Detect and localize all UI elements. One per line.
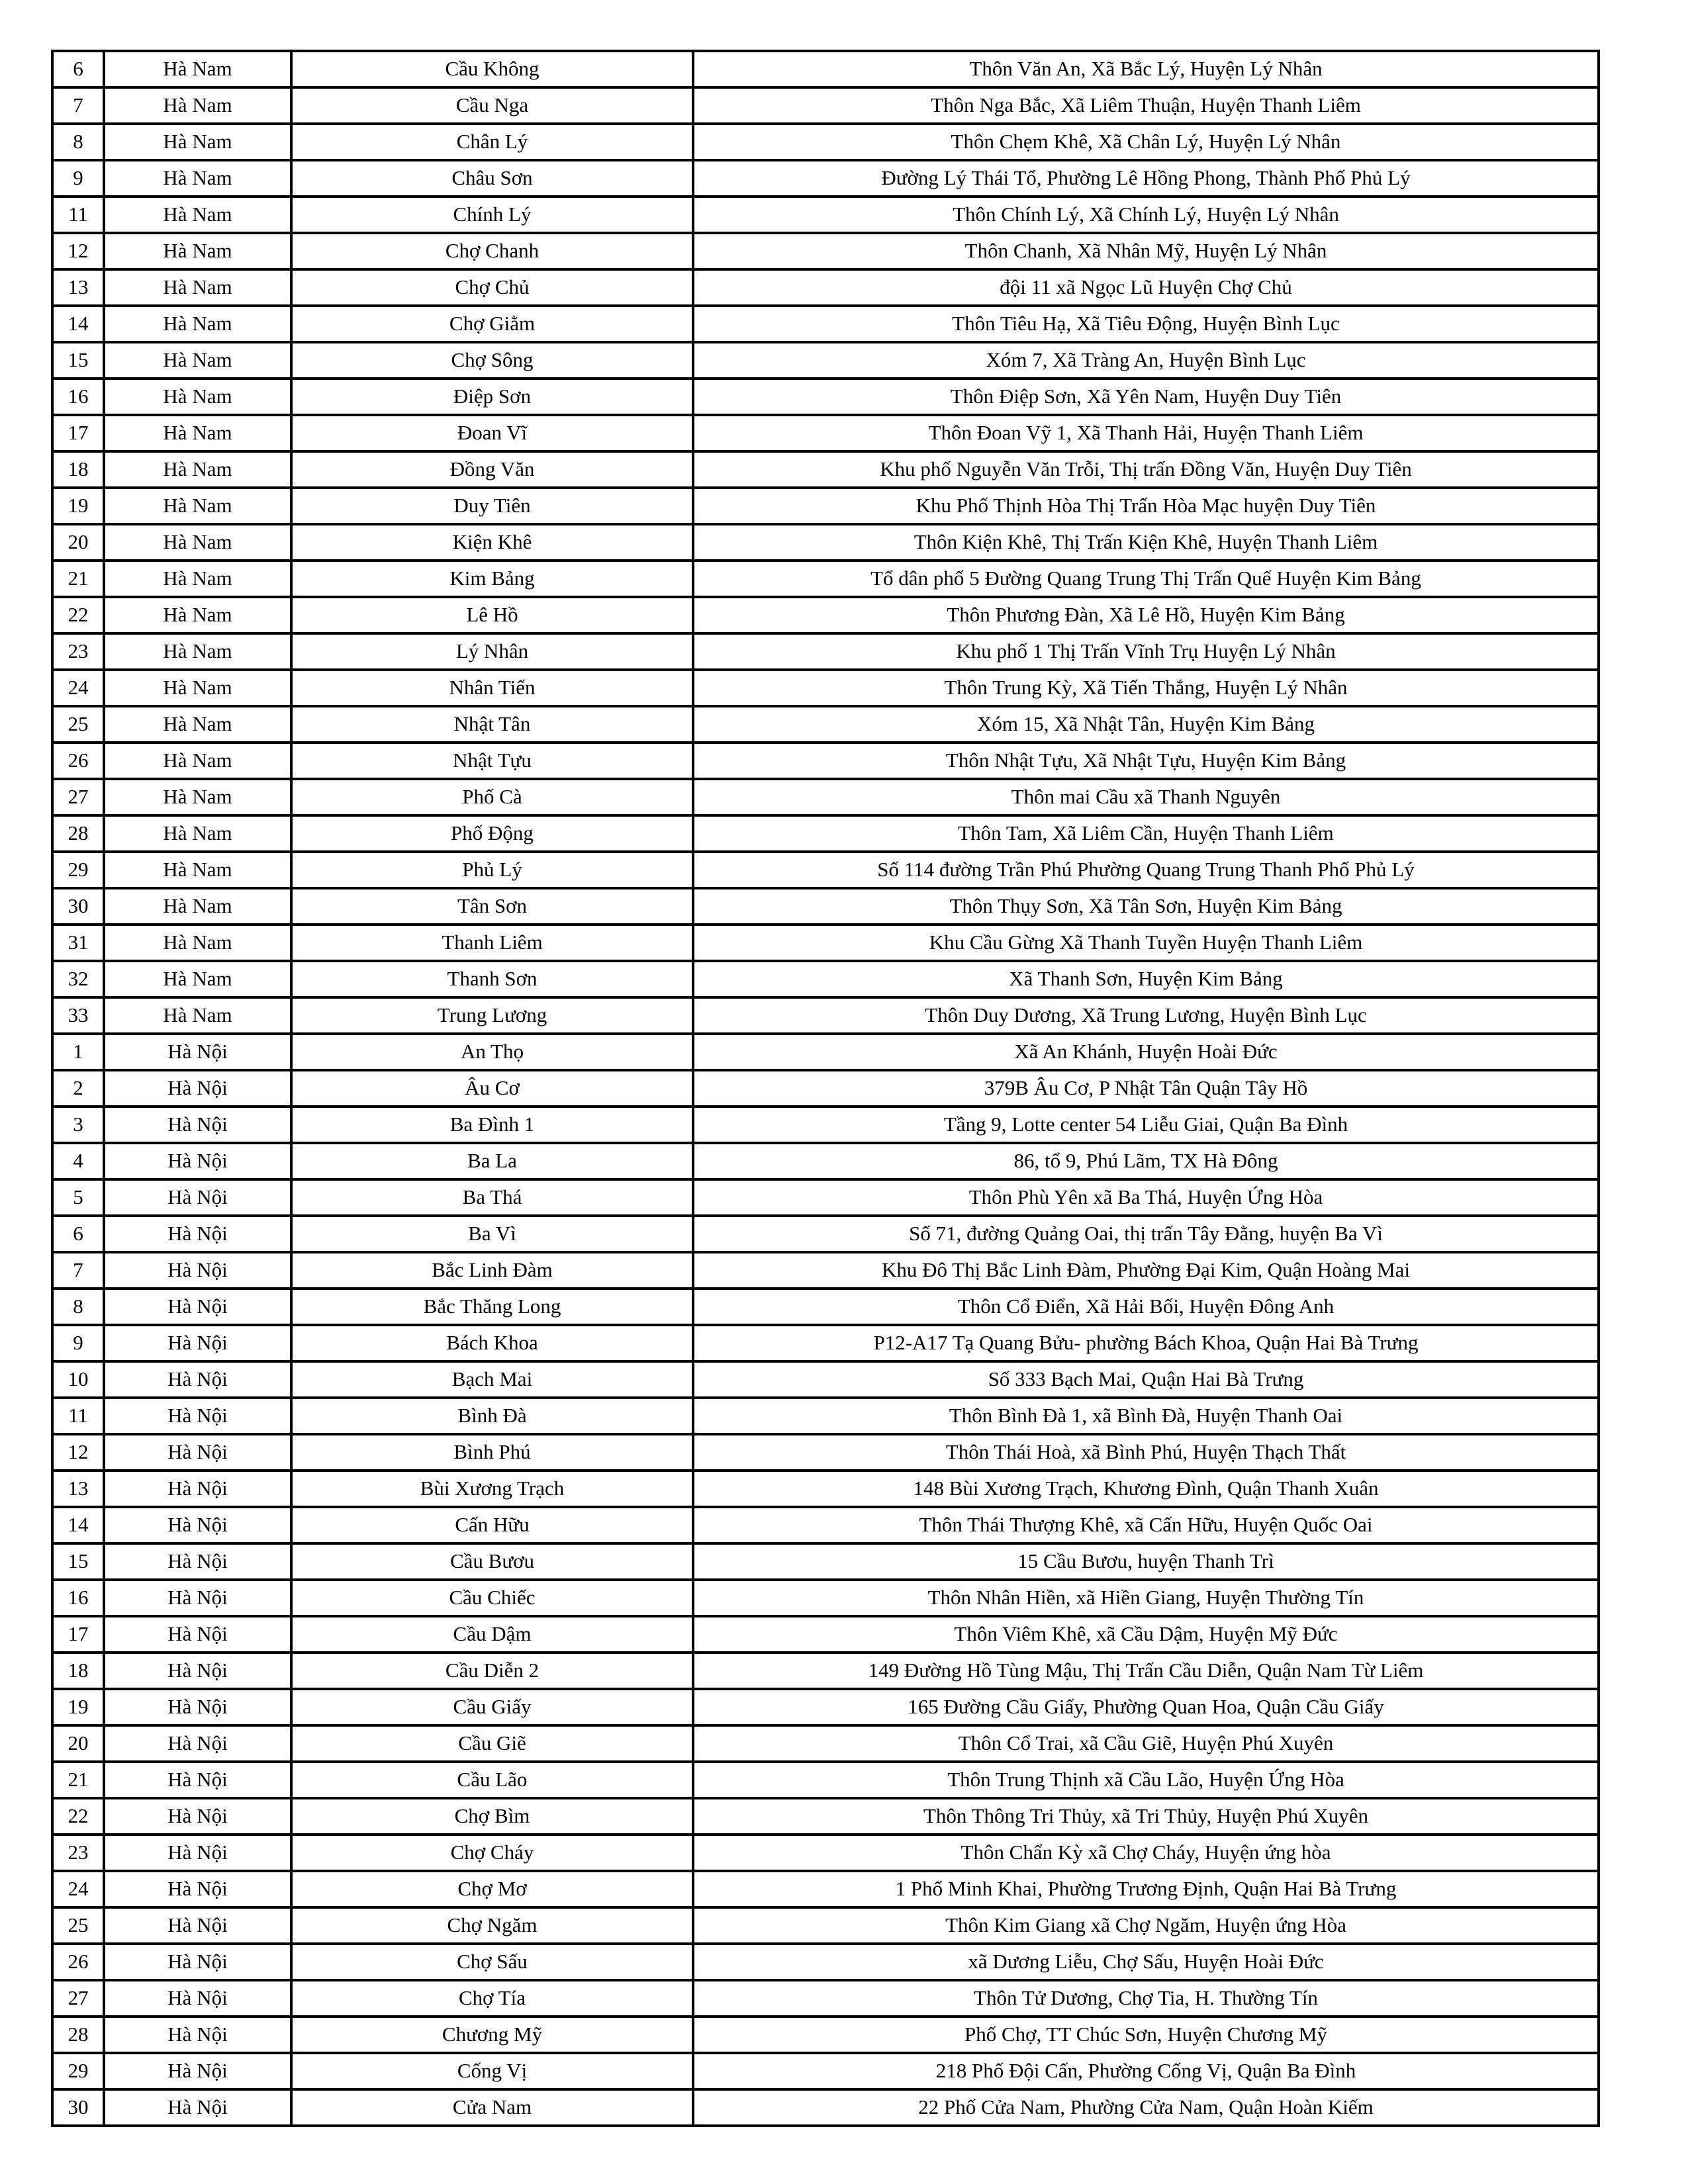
address-cell: Thôn Duy Dương, Xã Trung Lương, Huyện Bình Lục — [693, 997, 1599, 1034]
table-row — [52, 2017, 1599, 2053]
location-name-cell: Ba Thá — [291, 1179, 693, 1216]
address-cell: Thôn Kim Giang xã Chợ Ngăm, Huyện ứng Hòa — [693, 1907, 1599, 1944]
location-name-cell: Cầu Bươu — [291, 1543, 693, 1580]
province-cell: Hà Nam — [104, 888, 291, 925]
province-cell: Hà Nam — [104, 306, 291, 342]
row-number-cell: 24 — [52, 670, 104, 706]
province-cell: Hà Nội — [104, 1871, 291, 1907]
row-number-cell: 17 — [52, 1616, 104, 1653]
location-name-cell: Đoan Vĩ — [291, 415, 693, 451]
row-number-cell: 15 — [52, 342, 104, 379]
table-row — [52, 706, 1599, 743]
province-cell: Hà Nội — [104, 1798, 291, 1835]
row-number-cell: 3 — [52, 1107, 104, 1143]
row-number-cell: 33 — [52, 997, 104, 1034]
province-cell: Hà Nội — [104, 2053, 291, 2089]
table-row — [52, 415, 1599, 451]
province-cell: Hà Nam — [104, 670, 291, 706]
row-number-cell: 20 — [52, 1725, 104, 1762]
province-cell: Hà Nam — [104, 51, 291, 87]
address-cell: Khu phố 1 Thị Trấn Vĩnh Trụ Huyện Lý Nhân — [693, 633, 1599, 670]
province-cell: Hà Nội — [104, 1835, 291, 1871]
address-cell: 86, tổ 9, Phú Lãm, TX Hà Đông — [693, 1143, 1599, 1179]
table-row — [52, 1653, 1599, 1689]
row-number-cell: 21 — [52, 561, 104, 597]
location-name-cell: Chương Mỹ — [291, 2017, 693, 2053]
province-cell: Hà Nam — [104, 451, 291, 488]
location-name-cell: Chợ Mơ — [291, 1871, 693, 1907]
location-name-cell: Cống Vị — [291, 2053, 693, 2089]
table-row — [52, 269, 1599, 306]
province-cell: Hà Nội — [104, 1762, 291, 1798]
table-row — [52, 779, 1599, 815]
province-cell: Hà Nam — [104, 488, 291, 524]
location-name-cell: Nhật Tân — [291, 706, 693, 743]
location-name-cell: Ba La — [291, 1143, 693, 1179]
location-name-cell: Âu Cơ — [291, 1070, 693, 1107]
province-cell: Hà Nam — [104, 342, 291, 379]
table-row — [52, 1361, 1599, 1398]
row-number-cell: 18 — [52, 1653, 104, 1689]
row-number-cell: 26 — [52, 743, 104, 779]
address-cell: Thôn Phù Yên xã Ba Thá, Huyện Ứng Hòa — [693, 1179, 1599, 1216]
table-row — [52, 1070, 1599, 1107]
row-number-cell: 29 — [52, 2053, 104, 2089]
row-number-cell: 8 — [52, 124, 104, 160]
table-row — [52, 1289, 1599, 1325]
location-name-cell: Lê Hồ — [291, 597, 693, 633]
location-name-cell: Nhân Tiến — [291, 670, 693, 706]
location-name-cell: Chợ Cháy — [291, 1835, 693, 1871]
province-cell: Hà Nội — [104, 1471, 291, 1507]
table-row — [52, 1398, 1599, 1434]
location-name-cell: Chợ Chủ — [291, 269, 693, 306]
location-name-cell: Bạch Mai — [291, 1361, 693, 1398]
address-cell: Thôn Chính Lý, Xã Chính Lý, Huyện Lý Nhân — [693, 197, 1599, 233]
address-cell: Thôn Đoan Vỹ 1, Xã Thanh Hải, Huyện Thanh Liêm — [693, 415, 1599, 451]
row-number-cell: 9 — [52, 160, 104, 197]
row-number-cell: 22 — [52, 1798, 104, 1835]
location-name-cell: Chân Lý — [291, 124, 693, 160]
address-cell: đội 11 xã Ngọc Lũ Huyện Chợ Chủ — [693, 269, 1599, 306]
location-name-cell: Tân Sơn — [291, 888, 693, 925]
row-number-cell: 2 — [52, 1070, 104, 1107]
row-number-cell: 8 — [52, 1289, 104, 1325]
row-number-cell: 14 — [52, 1507, 104, 1543]
province-cell: Hà Nam — [104, 524, 291, 561]
province-cell: Hà Nam — [104, 743, 291, 779]
table-row — [52, 1543, 1599, 1580]
location-name-cell: Cấn Hữu — [291, 1507, 693, 1543]
address-cell: Thôn mai Cầu xã Thanh Nguyên — [693, 779, 1599, 815]
province-cell: Hà Nội — [104, 1107, 291, 1143]
location-name-cell: Điệp Sơn — [291, 379, 693, 415]
table-row — [52, 1907, 1599, 1944]
address-cell: Thôn Phương Đàn, Xã Lê Hồ, Huyện Kim Bảng — [693, 597, 1599, 633]
location-name-cell: Bình Phú — [291, 1434, 693, 1471]
table-row — [52, 1980, 1599, 2017]
table-row — [52, 197, 1599, 233]
location-name-cell: Chợ Sông — [291, 342, 693, 379]
row-number-cell: 19 — [52, 1689, 104, 1725]
row-number-cell: 27 — [52, 779, 104, 815]
table-row — [52, 524, 1599, 561]
province-cell: Hà Nội — [104, 1325, 291, 1361]
row-number-cell: 9 — [52, 1325, 104, 1361]
address-cell: Thôn Nhật Tựu, Xã Nhật Tựu, Huyện Kim Bảng — [693, 743, 1599, 779]
address-cell: Thôn Chanh, Xã Nhân Mỹ, Huyện Lý Nhân — [693, 233, 1599, 269]
row-number-cell: 5 — [52, 1179, 104, 1216]
location-name-cell: Bách Khoa — [291, 1325, 693, 1361]
address-cell: P12-A17 Tạ Quang Bửu- phường Bách Khoa, Quận Hai Bà Trưng — [693, 1325, 1599, 1361]
table-row — [52, 597, 1599, 633]
table-row — [52, 1252, 1599, 1289]
location-name-cell: Chợ Bìm — [291, 1798, 693, 1835]
row-number-cell: 25 — [52, 706, 104, 743]
address-cell: Thôn Chẩn Kỳ xã Chợ Cháy, Huyện ứng hòa — [693, 1835, 1599, 1871]
address-cell: 22 Phố Cửa Nam, Phường Cửa Nam, Quận Hoàn Kiếm — [693, 2089, 1599, 2126]
row-number-cell: 1 — [52, 1034, 104, 1070]
row-number-cell: 6 — [52, 1216, 104, 1252]
location-name-cell: Thanh Liêm — [291, 925, 693, 961]
province-cell: Hà Nội — [104, 1070, 291, 1107]
province-cell: Hà Nội — [104, 2017, 291, 2053]
location-name-cell: Cầu Giẽ — [291, 1725, 693, 1762]
table-row — [52, 1179, 1599, 1216]
location-name-cell: Lý Nhân — [291, 633, 693, 670]
row-number-cell: 30 — [52, 2089, 104, 2126]
address-cell: 148 Bùi Xương Trạch, Khương Đình, Quận Thanh Xuân — [693, 1471, 1599, 1507]
location-name-cell: Cầu Dậm — [291, 1616, 693, 1653]
location-name-cell: Cầu Lão — [291, 1762, 693, 1798]
row-number-cell: 28 — [52, 815, 104, 852]
row-number-cell: 14 — [52, 306, 104, 342]
table-row — [52, 815, 1599, 852]
row-number-cell: 16 — [52, 379, 104, 415]
table-row — [52, 1507, 1599, 1543]
table-row — [52, 306, 1599, 342]
address-cell: Phố Chợ, TT Chúc Sơn, Huyện Chương Mỹ — [693, 2017, 1599, 2053]
table-row — [52, 1216, 1599, 1252]
address-cell: 149 Đường Hồ Tùng Mậu, Thị Trấn Cầu Diễn, Quận Nam Từ Liêm — [693, 1653, 1599, 1689]
table-row — [52, 124, 1599, 160]
table-row — [52, 670, 1599, 706]
locations-table-body — [52, 51, 1599, 2126]
address-cell: Xóm 7, Xã Tràng An, Huyện Bình Lục — [693, 342, 1599, 379]
province-cell: Hà Nam — [104, 269, 291, 306]
location-name-cell: Kim Bảng — [291, 561, 693, 597]
province-cell: Hà Nội — [104, 1252, 291, 1289]
row-number-cell: 16 — [52, 1580, 104, 1616]
address-cell: Xã An Khánh, Huyện Hoài Đức — [693, 1034, 1599, 1070]
location-name-cell: Cầu Diễn 2 — [291, 1653, 693, 1689]
row-number-cell: 13 — [52, 1471, 104, 1507]
row-number-cell: 15 — [52, 1543, 104, 1580]
address-cell: Thôn Nhân Hiền, xã Hiền Giang, Huyện Thường Tín — [693, 1580, 1599, 1616]
address-cell: Thôn Tam, Xã Liêm Cần, Huyện Thanh Liêm — [693, 815, 1599, 852]
row-number-cell: 22 — [52, 597, 104, 633]
row-number-cell: 29 — [52, 852, 104, 888]
table-row — [52, 1325, 1599, 1361]
address-cell: Thôn Nga Bắc, Xã Liêm Thuận, Huyện Thanh Liêm — [693, 87, 1599, 124]
table-row — [52, 1762, 1599, 1798]
location-name-cell: Bắc Thăng Long — [291, 1289, 693, 1325]
location-name-cell: Bình Đà — [291, 1398, 693, 1434]
table-row — [52, 1835, 1599, 1871]
table-row — [52, 961, 1599, 997]
address-cell: Tổ dân phố 5 Đường Quang Trung Thị Trấn Quế Huyện Kim Bảng — [693, 561, 1599, 597]
location-name-cell: An Thọ — [291, 1034, 693, 1070]
address-cell: Khu Phố Thịnh Hòa Thị Trấn Hòa Mạc huyện Duy Tiên — [693, 488, 1599, 524]
address-cell: xã Dương Liễu, Chợ Sấu, Huyện Hoài Đức — [693, 1944, 1599, 1980]
address-cell: Số 71, đường Quảng Oai, thị trấn Tây Đằng, huyện Ba Vì — [693, 1216, 1599, 1252]
address-cell: Khu phố Nguyễn Văn Trỗi, Thị trấn Đồng Văn, Huyện Duy Tiên — [693, 451, 1599, 488]
row-number-cell: 18 — [52, 451, 104, 488]
location-name-cell: Kiện Khê — [291, 524, 693, 561]
table-row — [52, 997, 1599, 1034]
province-cell: Hà Nội — [104, 2089, 291, 2126]
row-number-cell: 26 — [52, 1944, 104, 1980]
location-name-cell: Đồng Văn — [291, 451, 693, 488]
row-number-cell: 23 — [52, 1835, 104, 1871]
province-cell: Hà Nam — [104, 87, 291, 124]
province-cell: Hà Nội — [104, 1361, 291, 1398]
province-cell: Hà Nội — [104, 1907, 291, 1944]
province-cell: Hà Nam — [104, 815, 291, 852]
row-number-cell: 11 — [52, 1398, 104, 1434]
address-cell: Xã Thanh Sơn, Huyện Kim Bảng — [693, 961, 1599, 997]
address-cell: Xóm 15, Xã Nhật Tân, Huyện Kim Bảng — [693, 706, 1599, 743]
row-number-cell: 24 — [52, 1871, 104, 1907]
address-cell: Thôn Viêm Khê, xã Cầu Dậm, Huyện Mỹ Đức — [693, 1616, 1599, 1653]
province-cell: Hà Nam — [104, 961, 291, 997]
province-cell: Hà Nội — [104, 1507, 291, 1543]
address-cell: Khu Đô Thị Bắc Linh Đàm, Phường Đại Kim, Quận Hoàng Mai — [693, 1252, 1599, 1289]
province-cell: Hà Nam — [104, 415, 291, 451]
province-cell: Hà Nội — [104, 1653, 291, 1689]
row-number-cell: 31 — [52, 925, 104, 961]
address-cell: Thôn Điệp Sơn, Xã Yên Nam, Huyện Duy Tiên — [693, 379, 1599, 415]
table-row — [52, 51, 1599, 87]
row-number-cell: 27 — [52, 1980, 104, 2017]
table-row — [52, 561, 1599, 597]
address-cell: Thôn Thái Thượng Khê, xã Cấn Hữu, Huyện Quốc Oai — [693, 1507, 1599, 1543]
province-cell: Hà Nam — [104, 233, 291, 269]
address-cell: 379B Âu Cơ, P Nhật Tân Quận Tây Hồ — [693, 1070, 1599, 1107]
province-cell: Hà Nam — [104, 997, 291, 1034]
location-name-cell: Chợ Chanh — [291, 233, 693, 269]
province-cell: Hà Nam — [104, 597, 291, 633]
address-cell: Khu Cầu Gừng Xã Thanh Tuyền Huyện Thanh Liêm — [693, 925, 1599, 961]
table-row — [52, 1616, 1599, 1653]
address-cell: Thôn Bình Đà 1, xã Bình Đà, Huyện Thanh Oai — [693, 1398, 1599, 1434]
province-cell: Hà Nội — [104, 1434, 291, 1471]
location-name-cell: Chợ Sấu — [291, 1944, 693, 1980]
address-cell: Thôn Trung Kỳ, Xã Tiến Thắng, Huyện Lý Nhân — [693, 670, 1599, 706]
province-cell: Hà Nội — [104, 1980, 291, 2017]
location-name-cell: Cầu Nga — [291, 87, 693, 124]
province-cell: Hà Nội — [104, 1944, 291, 1980]
address-cell: 218 Phố Đội Cấn, Phường Cống Vị, Quận Ba Đình — [693, 2053, 1599, 2089]
table-row — [52, 488, 1599, 524]
province-cell: Hà Nội — [104, 1034, 291, 1070]
table-row — [52, 1944, 1599, 1980]
table-row — [52, 1580, 1599, 1616]
address-cell: 165 Đường Cầu Giấy, Phường Quan Hoa, Quận Cầu Giấy — [693, 1689, 1599, 1725]
location-name-cell: Ba Đình 1 — [291, 1107, 693, 1143]
table-row — [52, 160, 1599, 197]
table-row — [52, 379, 1599, 415]
location-name-cell: Duy Tiên — [291, 488, 693, 524]
table-row — [52, 743, 1599, 779]
province-cell: Hà Nội — [104, 1289, 291, 1325]
table-row — [52, 1725, 1599, 1762]
province-cell: Hà Nội — [104, 1179, 291, 1216]
location-name-cell: Châu Sơn — [291, 160, 693, 197]
province-cell: Hà Nam — [104, 779, 291, 815]
row-number-cell: 7 — [52, 1252, 104, 1289]
province-cell: Hà Nội — [104, 1689, 291, 1725]
table-row — [52, 1471, 1599, 1507]
address-cell: 1 Phố Minh Khai, Phường Trương Định, Quận Hai Bà Trưng — [693, 1871, 1599, 1907]
location-name-cell: Bắc Linh Đàm — [291, 1252, 693, 1289]
location-name-cell: Chợ Ngăm — [291, 1907, 693, 1944]
location-name-cell: Chợ Giằm — [291, 306, 693, 342]
province-cell: Hà Nam — [104, 925, 291, 961]
location-name-cell: Cầu Chiếc — [291, 1580, 693, 1616]
address-cell: Đường Lý Thái Tổ, Phường Lê Hồng Phong, Thành Phố Phủ Lý — [693, 160, 1599, 197]
location-name-cell: Cửa Nam — [291, 2089, 693, 2126]
province-cell: Hà Nội — [104, 1543, 291, 1580]
location-name-cell: Cầu Giấy — [291, 1689, 693, 1725]
address-cell: Thôn Cổ Trai, xã Cầu Giẽ, Huyện Phú Xuyên — [693, 1725, 1599, 1762]
row-number-cell: 12 — [52, 1434, 104, 1471]
row-number-cell: 7 — [52, 87, 104, 124]
province-cell: Hà Nam — [104, 197, 291, 233]
address-cell: Thôn Văn An, Xã Bắc Lý, Huyện Lý Nhân — [693, 51, 1599, 87]
address-cell: Thôn Kiện Khê, Thị Trấn Kiện Khê, Huyện Thanh Liêm — [693, 524, 1599, 561]
table-row — [52, 1434, 1599, 1471]
location-name-cell: Trung Lương — [291, 997, 693, 1034]
province-cell: Hà Nam — [104, 852, 291, 888]
table-row — [52, 1107, 1599, 1143]
row-number-cell: 30 — [52, 888, 104, 925]
table-row — [52, 888, 1599, 925]
row-number-cell: 25 — [52, 1907, 104, 1944]
location-name-cell: Ba Vì — [291, 1216, 693, 1252]
location-name-cell: Phố Cà — [291, 779, 693, 815]
address-cell: Thôn Thông Tri Thủy, xã Tri Thủy, Huyện Phú Xuyên — [693, 1798, 1599, 1835]
address-cell: Thôn Tử Dương, Chợ Tia, H. Thường Tín — [693, 1980, 1599, 2017]
row-number-cell: 19 — [52, 488, 104, 524]
table-row — [52, 2089, 1599, 2126]
row-number-cell: 10 — [52, 1361, 104, 1398]
table-row — [52, 633, 1599, 670]
province-cell: Hà Nam — [104, 561, 291, 597]
table-row — [52, 1689, 1599, 1725]
table-row — [52, 342, 1599, 379]
address-cell: Thôn Chẹm Khê, Xã Chân Lý, Huyện Lý Nhân — [693, 124, 1599, 160]
province-cell: Hà Nội — [104, 1143, 291, 1179]
province-cell: Hà Nam — [104, 379, 291, 415]
address-cell: Thôn Tiêu Hạ, Xã Tiêu Động, Huyện Bình Lục — [693, 306, 1599, 342]
row-number-cell: 13 — [52, 269, 104, 306]
province-cell: Hà Nội — [104, 1580, 291, 1616]
row-number-cell: 4 — [52, 1143, 104, 1179]
table-row — [52, 87, 1599, 124]
table-row — [52, 1034, 1599, 1070]
address-cell: Thôn Trung Thịnh xã Cầu Lão, Huyện Ứng Hòa — [693, 1762, 1599, 1798]
row-number-cell: 20 — [52, 524, 104, 561]
address-cell: Thôn Cổ Điển, Xã Hải Bối, Huyện Đông Anh — [693, 1289, 1599, 1325]
row-number-cell: 28 — [52, 2017, 104, 2053]
location-name-cell: Phố Động — [291, 815, 693, 852]
province-cell: Hà Nam — [104, 706, 291, 743]
province-cell: Hà Nội — [104, 1216, 291, 1252]
address-cell: Tầng 9, Lotte center 54 Liễu Giai, Quận Ba Đình — [693, 1107, 1599, 1143]
province-cell: Hà Nội — [104, 1725, 291, 1762]
location-name-cell: Thanh Sơn — [291, 961, 693, 997]
row-number-cell: 12 — [52, 233, 104, 269]
location-name-cell: Phủ Lý — [291, 852, 693, 888]
row-number-cell: 21 — [52, 1762, 104, 1798]
location-name-cell: Chợ Tía — [291, 1980, 693, 2017]
province-cell: Hà Nội — [104, 1616, 291, 1653]
table-row — [52, 1871, 1599, 1907]
table-row — [52, 451, 1599, 488]
location-name-cell: Nhật Tựu — [291, 743, 693, 779]
province-cell: Hà Nam — [104, 124, 291, 160]
table-row — [52, 233, 1599, 269]
table-row — [52, 925, 1599, 961]
table-row — [52, 1143, 1599, 1179]
province-cell: Hà Nam — [104, 633, 291, 670]
address-cell: Thôn Thái Hoà, xã Bình Phú, Huyện Thạch Thất — [693, 1434, 1599, 1471]
location-name-cell: Cầu Không — [291, 51, 693, 87]
table-row — [52, 852, 1599, 888]
table-row — [52, 2053, 1599, 2089]
address-cell: Thôn Thụy Sơn, Xã Tân Sơn, Huyện Kim Bảng — [693, 888, 1599, 925]
province-cell: Hà Nam — [104, 160, 291, 197]
address-cell: Số 333 Bạch Mai, Quận Hai Bà Trưng — [693, 1361, 1599, 1398]
locations-table — [51, 50, 1600, 2127]
location-name-cell: Bùi Xương Trạch — [291, 1471, 693, 1507]
table-row — [52, 1798, 1599, 1835]
row-number-cell: 23 — [52, 633, 104, 670]
address-cell: 15 Cầu Bươu, huyện Thanh Trì — [693, 1543, 1599, 1580]
row-number-cell: 17 — [52, 415, 104, 451]
row-number-cell: 6 — [52, 51, 104, 87]
address-cell: Số 114 đường Trần Phú Phường Quang Trung Thanh Phố Phủ Lý — [693, 852, 1599, 888]
row-number-cell: 32 — [52, 961, 104, 997]
row-number-cell: 11 — [52, 197, 104, 233]
location-name-cell: Chính Lý — [291, 197, 693, 233]
province-cell: Hà Nội — [104, 1398, 291, 1434]
